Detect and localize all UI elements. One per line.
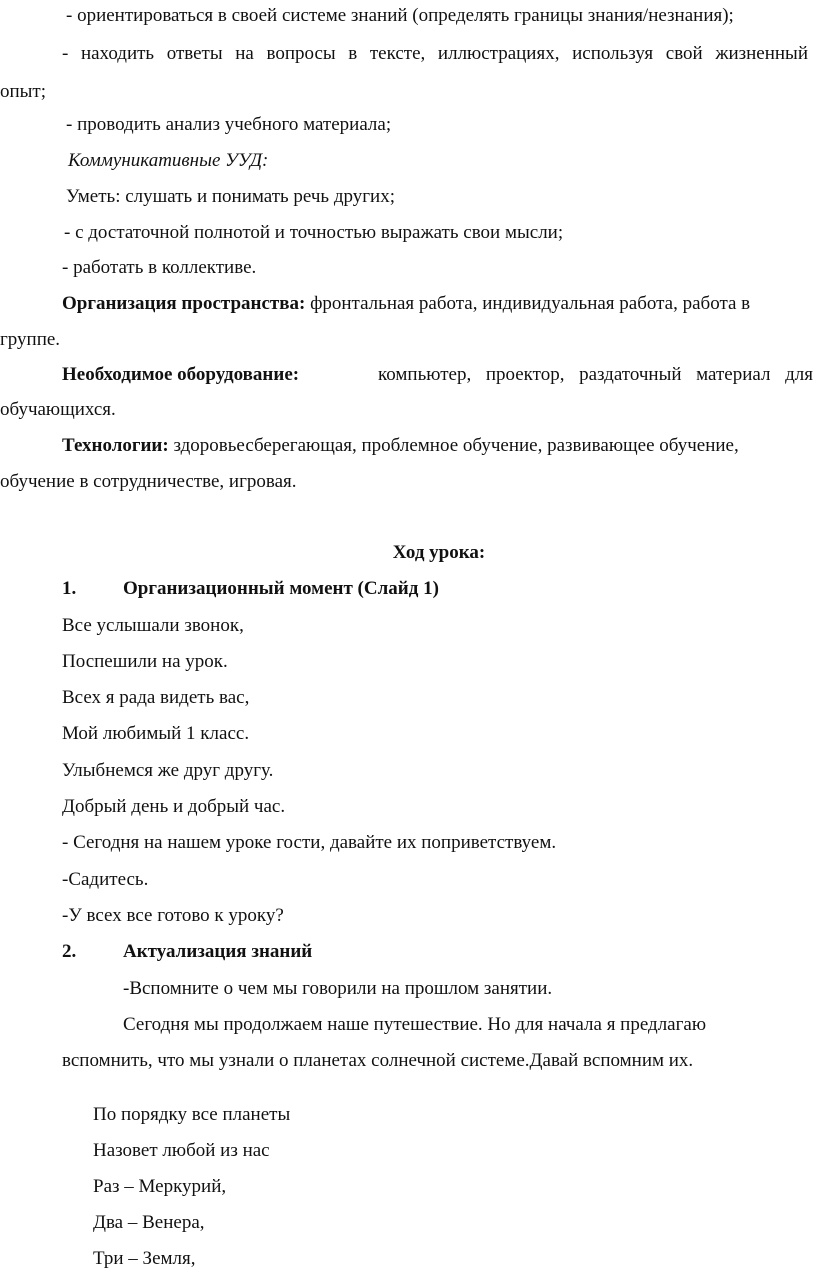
planets-poem-line: Раз – Меркурий,	[93, 1176, 227, 1197]
space-text-b: группе.	[0, 329, 61, 350]
section-1-title: Организационный момент (Слайд 1)	[123, 578, 439, 599]
technologies-text-a: здоровьесберегающая, проблемное обучение, развивающее обучение,	[168, 435, 739, 456]
section-2-title: Актуализация знаний	[123, 941, 313, 962]
equipment-text-a: компьютер, проектор, раздаточный материал для	[378, 364, 813, 385]
objective-line-2b: опыт;	[0, 81, 47, 102]
technologies-label: Технологии:	[62, 435, 169, 456]
recall-line: -Вспомните о чем мы говорили на прошлом занятии.	[123, 978, 553, 999]
poem-line: Улыбнемся же друг другу.	[62, 760, 274, 781]
objective-line-1: - ориентироваться в своей системе знаний (определять границы знания/незнания);	[66, 5, 734, 26]
equipment-text-b: обучающихся.	[0, 399, 116, 420]
technologies-paragraph	[62, 434, 816, 458]
planets-poem-line: Три – Земля,	[93, 1248, 196, 1269]
space-text-a: фронтальная работа, индивидуальная работа, работа в	[305, 293, 751, 314]
section-1-number: 1.	[62, 578, 77, 599]
dialog-line: - Сегодня на нашем уроке гости, давайте их поприветствуем.	[62, 832, 557, 853]
communicative-line-1: Уметь: слушать и понимать речь других;	[66, 186, 396, 207]
equipment-paragraph	[62, 363, 813, 387]
communicative-line-3: - работать в коллективе.	[62, 257, 257, 278]
poem-line: Добрый день и добрый час.	[62, 796, 286, 817]
poem-line: Мой любимый 1 класс.	[62, 723, 250, 744]
poem-line: Все услышали звонок,	[62, 615, 244, 636]
objective-line-3: - проводить анализ учебного материала;	[66, 114, 392, 135]
space-label: Организация пространства:	[62, 293, 306, 314]
poem-line: Поспешили на урок.	[62, 651, 228, 672]
continue-line-b: вспомнить, что мы узнали о планетах солнечной системе.Давай вспомним их.	[62, 1050, 694, 1071]
poem-line: Всех я рада видеть вас,	[62, 687, 250, 708]
continue-line-a: Сегодня мы продолжаем наше путешествие. Но для начала я предлагаю	[123, 1014, 707, 1035]
planets-poem-line: Два – Венера,	[93, 1212, 205, 1233]
technologies-text-b: обучение в сотрудничестве, игровая.	[0, 471, 297, 492]
planets-poem-line: Назовет любой из нас	[93, 1140, 270, 1161]
dialog-line: -У всех все готово к уроку?	[62, 905, 284, 926]
planets-poem-line: По порядку все планеты	[93, 1104, 291, 1125]
dialog-line: -Садитесь.	[62, 869, 149, 890]
lesson-title: Ход урока:	[392, 542, 486, 563]
section-2-number: 2.	[62, 941, 77, 962]
equipment-label: Необходимое оборудование:	[62, 364, 300, 385]
communicative-line-2: - с достаточной полнотой и точностью выражать свои мысли;	[64, 222, 564, 243]
space-paragraph	[62, 292, 816, 316]
objective-line-2a: - находить ответы на вопросы в тексте, иллюстрациях, используя свой жизненный	[62, 43, 808, 64]
communicative-heading: Коммуникативные УУД:	[68, 150, 269, 171]
